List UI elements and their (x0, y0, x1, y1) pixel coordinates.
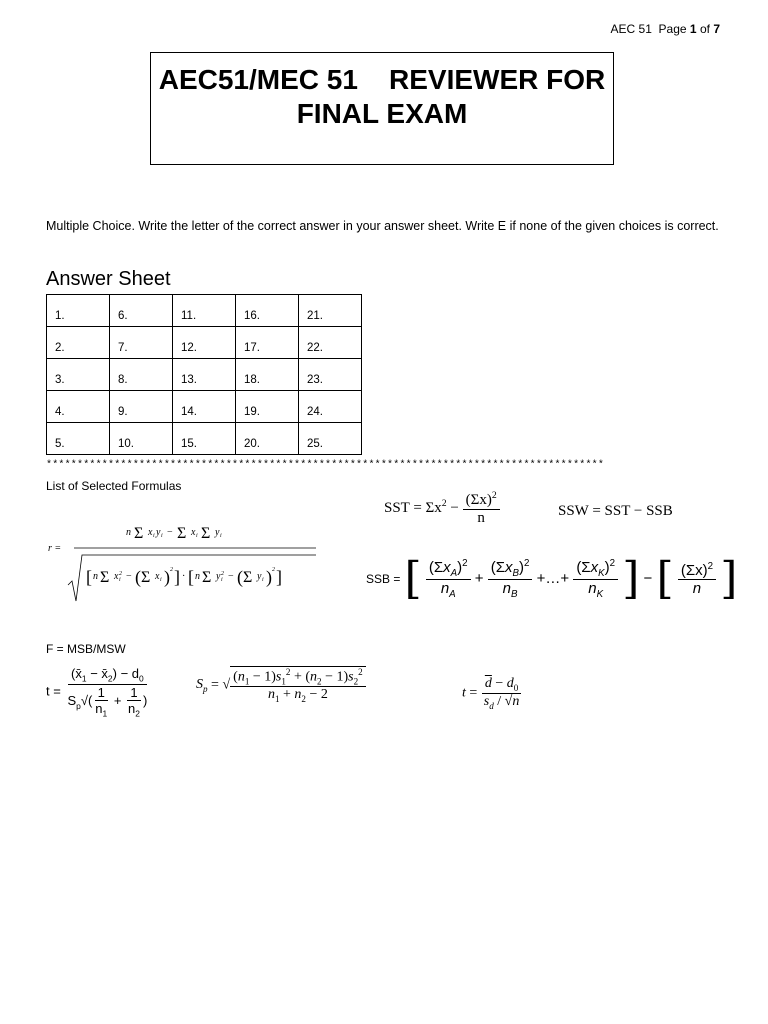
of-label: of (699, 22, 710, 36)
answer-cell: 5. (47, 423, 110, 455)
svg-text:n: n (126, 527, 131, 538)
page-label: Page (658, 22, 687, 36)
svg-text:Σ: Σ (243, 569, 253, 586)
answer-cell: 23. (299, 359, 362, 391)
answer-cell: 6. (110, 295, 173, 327)
svg-text:x: x (114, 571, 119, 582)
svg-text:Σ: Σ (141, 569, 151, 586)
answer-cell: 15. (173, 423, 236, 455)
answer-cell: 16. (236, 295, 299, 327)
svg-text:i: i (196, 533, 198, 539)
svg-text:(: ( (135, 567, 141, 587)
formulas-heading: List of Selected Formulas (46, 479, 182, 493)
svg-text:2: 2 (170, 567, 173, 573)
pooled-sd-formula: $S_p$ = √ $\frac{(n_1 - 1)s_1^2 + (n_2 - 1)s_2^2}{n_1 + n_2 - 2}$ (196, 666, 366, 704)
svg-text:n: n (195, 571, 200, 582)
paired-t-formula: t = $\frac{\overline{d} - d_0}{s_d / √n}$ (462, 676, 520, 711)
svg-text:y: y (156, 527, 161, 538)
svg-text:2: 2 (119, 571, 122, 577)
svg-text:−: − (167, 527, 173, 538)
svg-text:i: i (153, 533, 155, 539)
answer-row (47, 359, 362, 391)
answer-cell: 1. (47, 295, 110, 327)
answer-row (47, 423, 362, 455)
svg-text:i: i (221, 577, 223, 583)
answer-cell: 17. (236, 327, 299, 359)
answer-cell: 12. (173, 327, 236, 359)
svg-text:y: y (216, 571, 221, 582)
answer-cell: 22. (299, 327, 362, 359)
svg-text:i: i (220, 533, 222, 539)
answer-cell: 21. (299, 295, 362, 327)
svg-text:]: ] (174, 567, 180, 587)
svg-text:): ) (266, 567, 272, 587)
svg-text:(: ( (237, 567, 243, 587)
page-total: 7 (713, 22, 720, 36)
svg-text:2: 2 (272, 567, 275, 573)
svg-text:): ) (164, 567, 170, 587)
answer-cell: 13. (173, 359, 236, 391)
f-statistic-formula: F = MSB/MSW (46, 642, 126, 656)
page-header (611, 22, 720, 36)
ssb-formula: SSB = [ $\frac{(\Sigma x_A)^2}{n_A}$ + $\frac{(\Sigma x_B)^2}{n_B}$ +…+ $\frac{(\Sigma x_K)^2}{n_K}$ ] − [ $\frac{(\Sigma x)^2}{n}$ ] (366, 553, 738, 604)
svg-text:x: x (191, 527, 196, 538)
svg-text:i: i (119, 577, 121, 583)
title-line-1: AEC51/MEC 51 REVIEWER FOR (158, 64, 606, 95)
answer-sheet-heading: Answer Sheet (46, 268, 171, 290)
ssw-formula: SSW = SST − SSB (558, 503, 673, 519)
svg-text:2: 2 (221, 571, 224, 577)
correlation-formula (46, 505, 321, 605)
answer-cell: 14. (173, 391, 236, 423)
answer-sheet-table (46, 294, 362, 455)
svg-text:x: x (155, 571, 160, 582)
t-test-formula: t = ($x̄_1$ − $x̄_2) - d_0$ $S_p√$( $\frac{1}{n_1}$ + $\frac{1}{n_2}$ ) (46, 666, 148, 719)
answer-cell: 9. (110, 391, 173, 423)
sst-formula: SST = $\Sigma x^2$ − $\frac{(\Sigma x)^2}{n}$ (384, 490, 500, 527)
svg-text:−: − (126, 571, 132, 582)
title-box (150, 52, 614, 165)
answer-row (47, 295, 362, 327)
svg-text:Σ: Σ (201, 525, 211, 542)
instructions: Multiple Choice. Write the letter of the correct answer in your answer sheet. Write E if none of the given choices is correct. (46, 219, 719, 233)
answer-cell: 10. (110, 423, 173, 455)
answer-cell: 25. (299, 423, 362, 455)
separator-line: ****************************************************************************************** (46, 460, 605, 471)
svg-text:i: i (262, 577, 264, 583)
course-code: AEC 51 (610, 22, 652, 36)
svg-text:[: [ (86, 567, 92, 587)
title-line-2: FINAL EXAM (296, 98, 468, 129)
answer-cell: 18. (236, 359, 299, 391)
page-number: 1 (689, 22, 697, 36)
answer-cell: 24. (299, 391, 362, 423)
svg-text:y: y (215, 527, 220, 538)
answer-cell: 11. (173, 295, 236, 327)
answer-cell: 4. (47, 391, 110, 423)
answer-row (47, 327, 362, 359)
svg-text:Σ: Σ (202, 569, 212, 586)
answer-cell: 20. (236, 423, 299, 455)
svg-text:r =: r = (48, 543, 62, 554)
svg-text:i: i (160, 577, 162, 583)
svg-text:Σ: Σ (134, 525, 144, 542)
answer-cell: 3. (47, 359, 110, 391)
answer-cell: 8. (110, 359, 173, 391)
svg-text:i: i (161, 533, 163, 539)
answer-cell: 19. (236, 391, 299, 423)
answer-cell: 7. (110, 327, 173, 359)
svg-text:−: − (228, 571, 234, 582)
svg-text:·: · (182, 571, 186, 582)
svg-text:x: x (148, 527, 153, 538)
svg-text:n: n (93, 571, 98, 582)
svg-text:[: [ (188, 567, 194, 587)
svg-text:Σ: Σ (100, 569, 110, 586)
answer-cell: 2. (47, 327, 110, 359)
svg-text:]: ] (276, 567, 282, 587)
svg-text:Σ: Σ (177, 525, 187, 542)
answer-row (47, 391, 362, 423)
svg-text:y: y (257, 571, 262, 582)
